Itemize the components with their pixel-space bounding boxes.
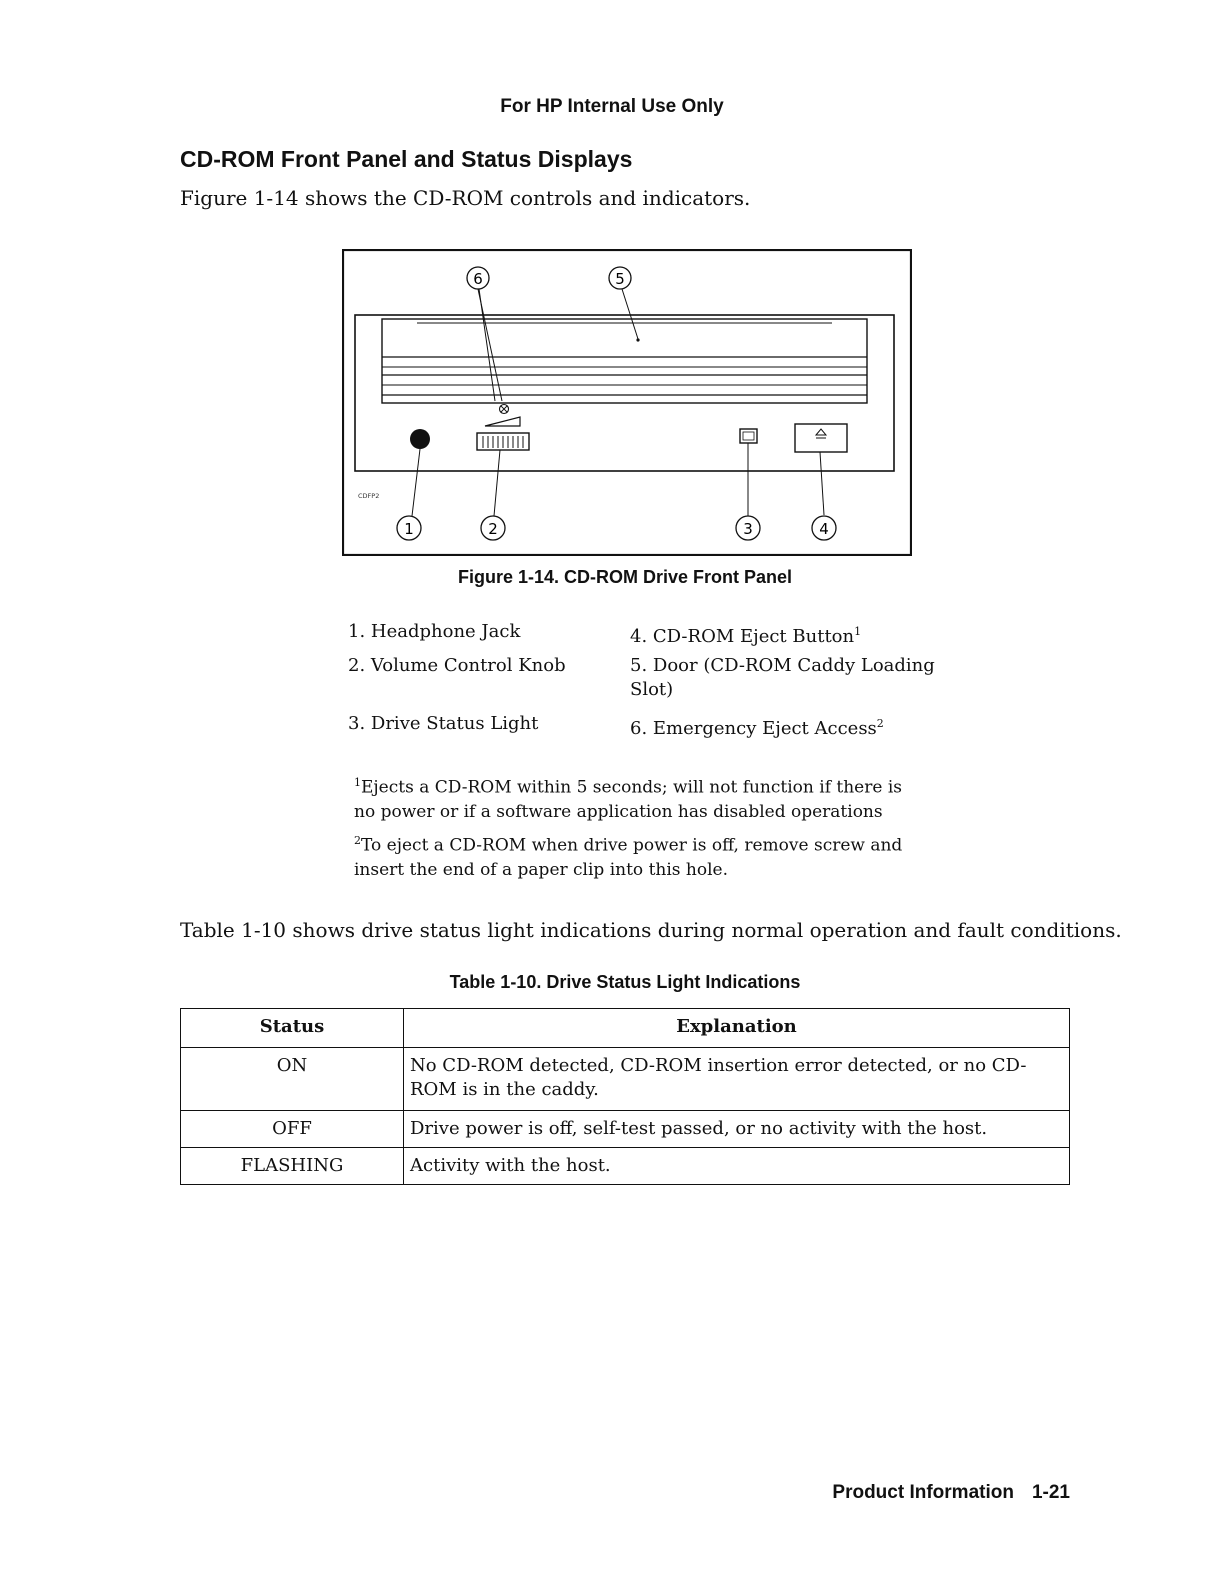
svg-text:6: 6 (473, 270, 483, 288)
legend-item: 5. Door (CD-ROM Caddy Loading Slot) (630, 655, 935, 700)
page-footer (832, 1482, 1070, 1504)
svg-text:5: 5 (615, 270, 625, 288)
section-intro: Figure 1-14 shows the CD-ROM controls and indicators. (180, 186, 751, 210)
table-header-status: Status (181, 1009, 404, 1048)
explanation-cell: Activity with the host. (404, 1148, 1070, 1185)
figure-code: CDFP2 (358, 492, 380, 500)
legend-item: 1. Headphone Jack (348, 621, 521, 642)
svg-text:2: 2 (488, 520, 498, 538)
table-caption: Table 1-10. Drive Status Light Indications (449, 972, 801, 992)
legend-item: 3. Drive Status Light (348, 713, 539, 734)
callout-6 (467, 267, 489, 289)
status-cell: ON (181, 1048, 404, 1111)
table-row (181, 1048, 1070, 1111)
legend-item: 2. Volume Control Knob (348, 655, 566, 676)
volume-knob-icon (477, 433, 529, 450)
table-header-explanation: Explanation (404, 1009, 1070, 1048)
svg-text:4: 4 (819, 520, 829, 538)
callout-1 (397, 516, 421, 540)
explanation-cell: No CD-ROM detected, CD-ROM insertion error detected, or no CD-ROM is in the caddy. (404, 1048, 1070, 1111)
internal-use-header: For HP Internal Use Only (500, 96, 724, 117)
svg-text:3: 3 (743, 520, 753, 538)
svg-text:1: 1 (404, 520, 414, 538)
figure-caption: Figure 1-14. CD-ROM Drive Front Panel (457, 567, 793, 587)
callout-3 (736, 516, 760, 540)
footnote: $^1$Ejects a CD-ROM within 5 seconds; will not function if there is no power or if a software application has disabled operations (354, 776, 902, 822)
footnote: $^2$To eject a CD-ROM when drive power is off, remove screw and insert the end of a paper clip into this hole. (354, 834, 903, 880)
status-light-icon (740, 429, 757, 443)
table-intro: Table 1-10 shows drive status light indications during normal operation and fault conditions. (180, 918, 1122, 942)
cdrom-front-panel-figure (342, 249, 912, 556)
footer-section: Product Information (832, 1482, 1014, 1503)
section-title: CD-ROM Front Panel and Status Displays (180, 146, 633, 172)
headphone-jack-icon (410, 429, 430, 449)
status-cell: OFF (181, 1111, 404, 1148)
explanation-cell: Drive power is off, self-test passed, or no activity with the host. (404, 1111, 1070, 1148)
callout-2 (481, 516, 505, 540)
page-number: 1-21 (1031, 1482, 1070, 1503)
legend-item: 6. Emergency Eject Access$^2$ (630, 717, 884, 739)
table-row (181, 1148, 1070, 1185)
table-row (181, 1111, 1070, 1148)
callout-5 (609, 267, 631, 289)
status-cell: FLASHING (181, 1148, 404, 1185)
legend-item: 4. CD-ROM Eject Button$^1$ (630, 625, 862, 647)
status-light-table (180, 1008, 1070, 1185)
callout-4 (812, 516, 836, 540)
